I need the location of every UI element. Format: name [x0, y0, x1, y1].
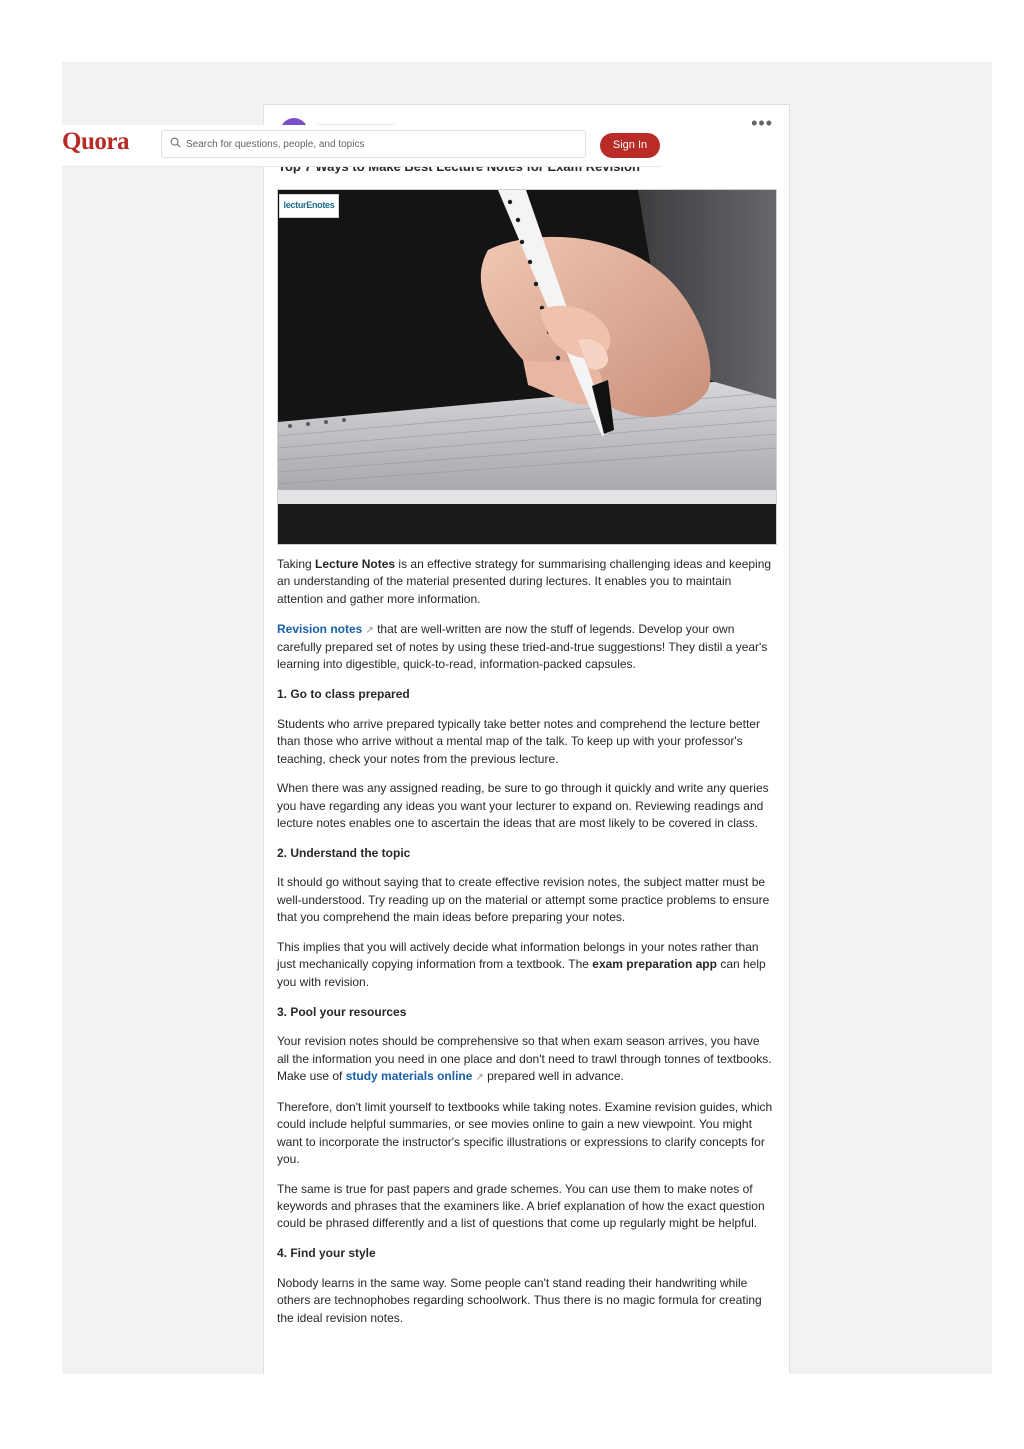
text-span: prepared well in advance. — [483, 1069, 624, 1084]
paragraph: It should go without saying that to create effective revision notes, the subject matter must be well-understood. Try reading up on the material or attempt some practice problems to ensure that you comprehend the main ideas before preparing your notes. — [277, 875, 770, 925]
quora-logo[interactable]: Quora — [62, 128, 129, 155]
paragraph — [277, 621, 774, 674]
sign-in-button[interactable]: Sign In — [600, 133, 660, 158]
text-span: Your revision notes should be comprehensive so that when exam season arrives, you have all the information you need in one place and don't need to trawl through tonnes of textbooks. Make use of — [277, 1034, 772, 1084]
paragraph: Nobody learns in the same way. Some people can't stand reading their handwriting while others are technophobes regarding schoolwork. Thus there is no magic formula for creating the ideal revision notes. — [277, 1275, 762, 1325]
search-input[interactable] — [186, 131, 576, 157]
paragraph — [277, 556, 774, 608]
revision-notes-link[interactable]: Revision notes — [277, 621, 363, 636]
text-span: that are well-written are now the stuff of legends. Develop your own carefully prepared set of notes by using these tried-and-true suggestions! They distil a year's learning into digestible, quick-to-read, information-packed capsules. — [277, 621, 768, 672]
paragraph: Students who arrive prepared typically take better notes and comprehend the lecture better than those who arrive without a mental map of the talk. To keep up with your professor's teaching, check your notes from the previous lecture. — [277, 716, 760, 766]
external-link-icon: ↗ — [475, 1072, 484, 1084]
section-heading: 3. Pool your resources — [277, 1004, 407, 1019]
post-image — [277, 189, 777, 545]
text-span: can help you with revision. — [277, 957, 766, 989]
text-span: Taking — [277, 557, 316, 571]
search-bar[interactable] — [161, 130, 586, 158]
writing-hand-illustration — [278, 190, 777, 545]
study-materials-link[interactable]: study materials online — [345, 1069, 473, 1084]
lecture-notes-logo: lecturEnotes — [279, 194, 339, 218]
text-span: This implies that you will actively decide what information belongs in your notes rather than just mechanically copying information from a textbook. The — [277, 939, 759, 972]
search-icon — [170, 137, 181, 148]
text-span: is an effective strategy for summarising challenging ideas and keeping an understanding of the material presented during lectures. It enables you to maintain attention and gather more information. — [277, 557, 772, 606]
paragraph: When there was any assigned reading, be sure to go through it quickly and write any queries you have regarding any ideas you want your lecturer to expand on. Reviewing readings and lecture notes enables one to ascertain the ideas that are most likely to be covered in class. — [277, 781, 769, 831]
paragraph: Therefore, don't limit yourself to textbooks while taking notes. Examine revision guides, which could include helpful summaries, or see movies online to gain a new viewpoint. You might want to incorporate the instructor's specific illustrations or expressions to clarify concepts for you. — [277, 1099, 773, 1166]
bold-text: exam preparation app — [592, 957, 717, 972]
bold-text: Lecture Notes — [315, 557, 396, 571]
paragraph — [277, 939, 774, 991]
more-options-icon[interactable]: ••• — [751, 113, 773, 133]
external-link-icon: ↗ — [365, 624, 374, 636]
post-body — [277, 556, 774, 1339]
paragraph: The same is true for past papers and grade schemes. You can use them to make notes of keywords and phrases that the examiners like. A brief explanation of how the exact question could be phrased differently and a list of questions that come up regularly might be helpful. — [277, 1181, 765, 1231]
paragraph — [277, 1033, 774, 1086]
section-heading: 2. Understand the topic — [277, 845, 411, 860]
answer-card — [263, 104, 790, 1374]
section-heading: 4. Find your style — [277, 1246, 376, 1261]
section-heading: 1. Go to class prepared — [277, 687, 410, 702]
